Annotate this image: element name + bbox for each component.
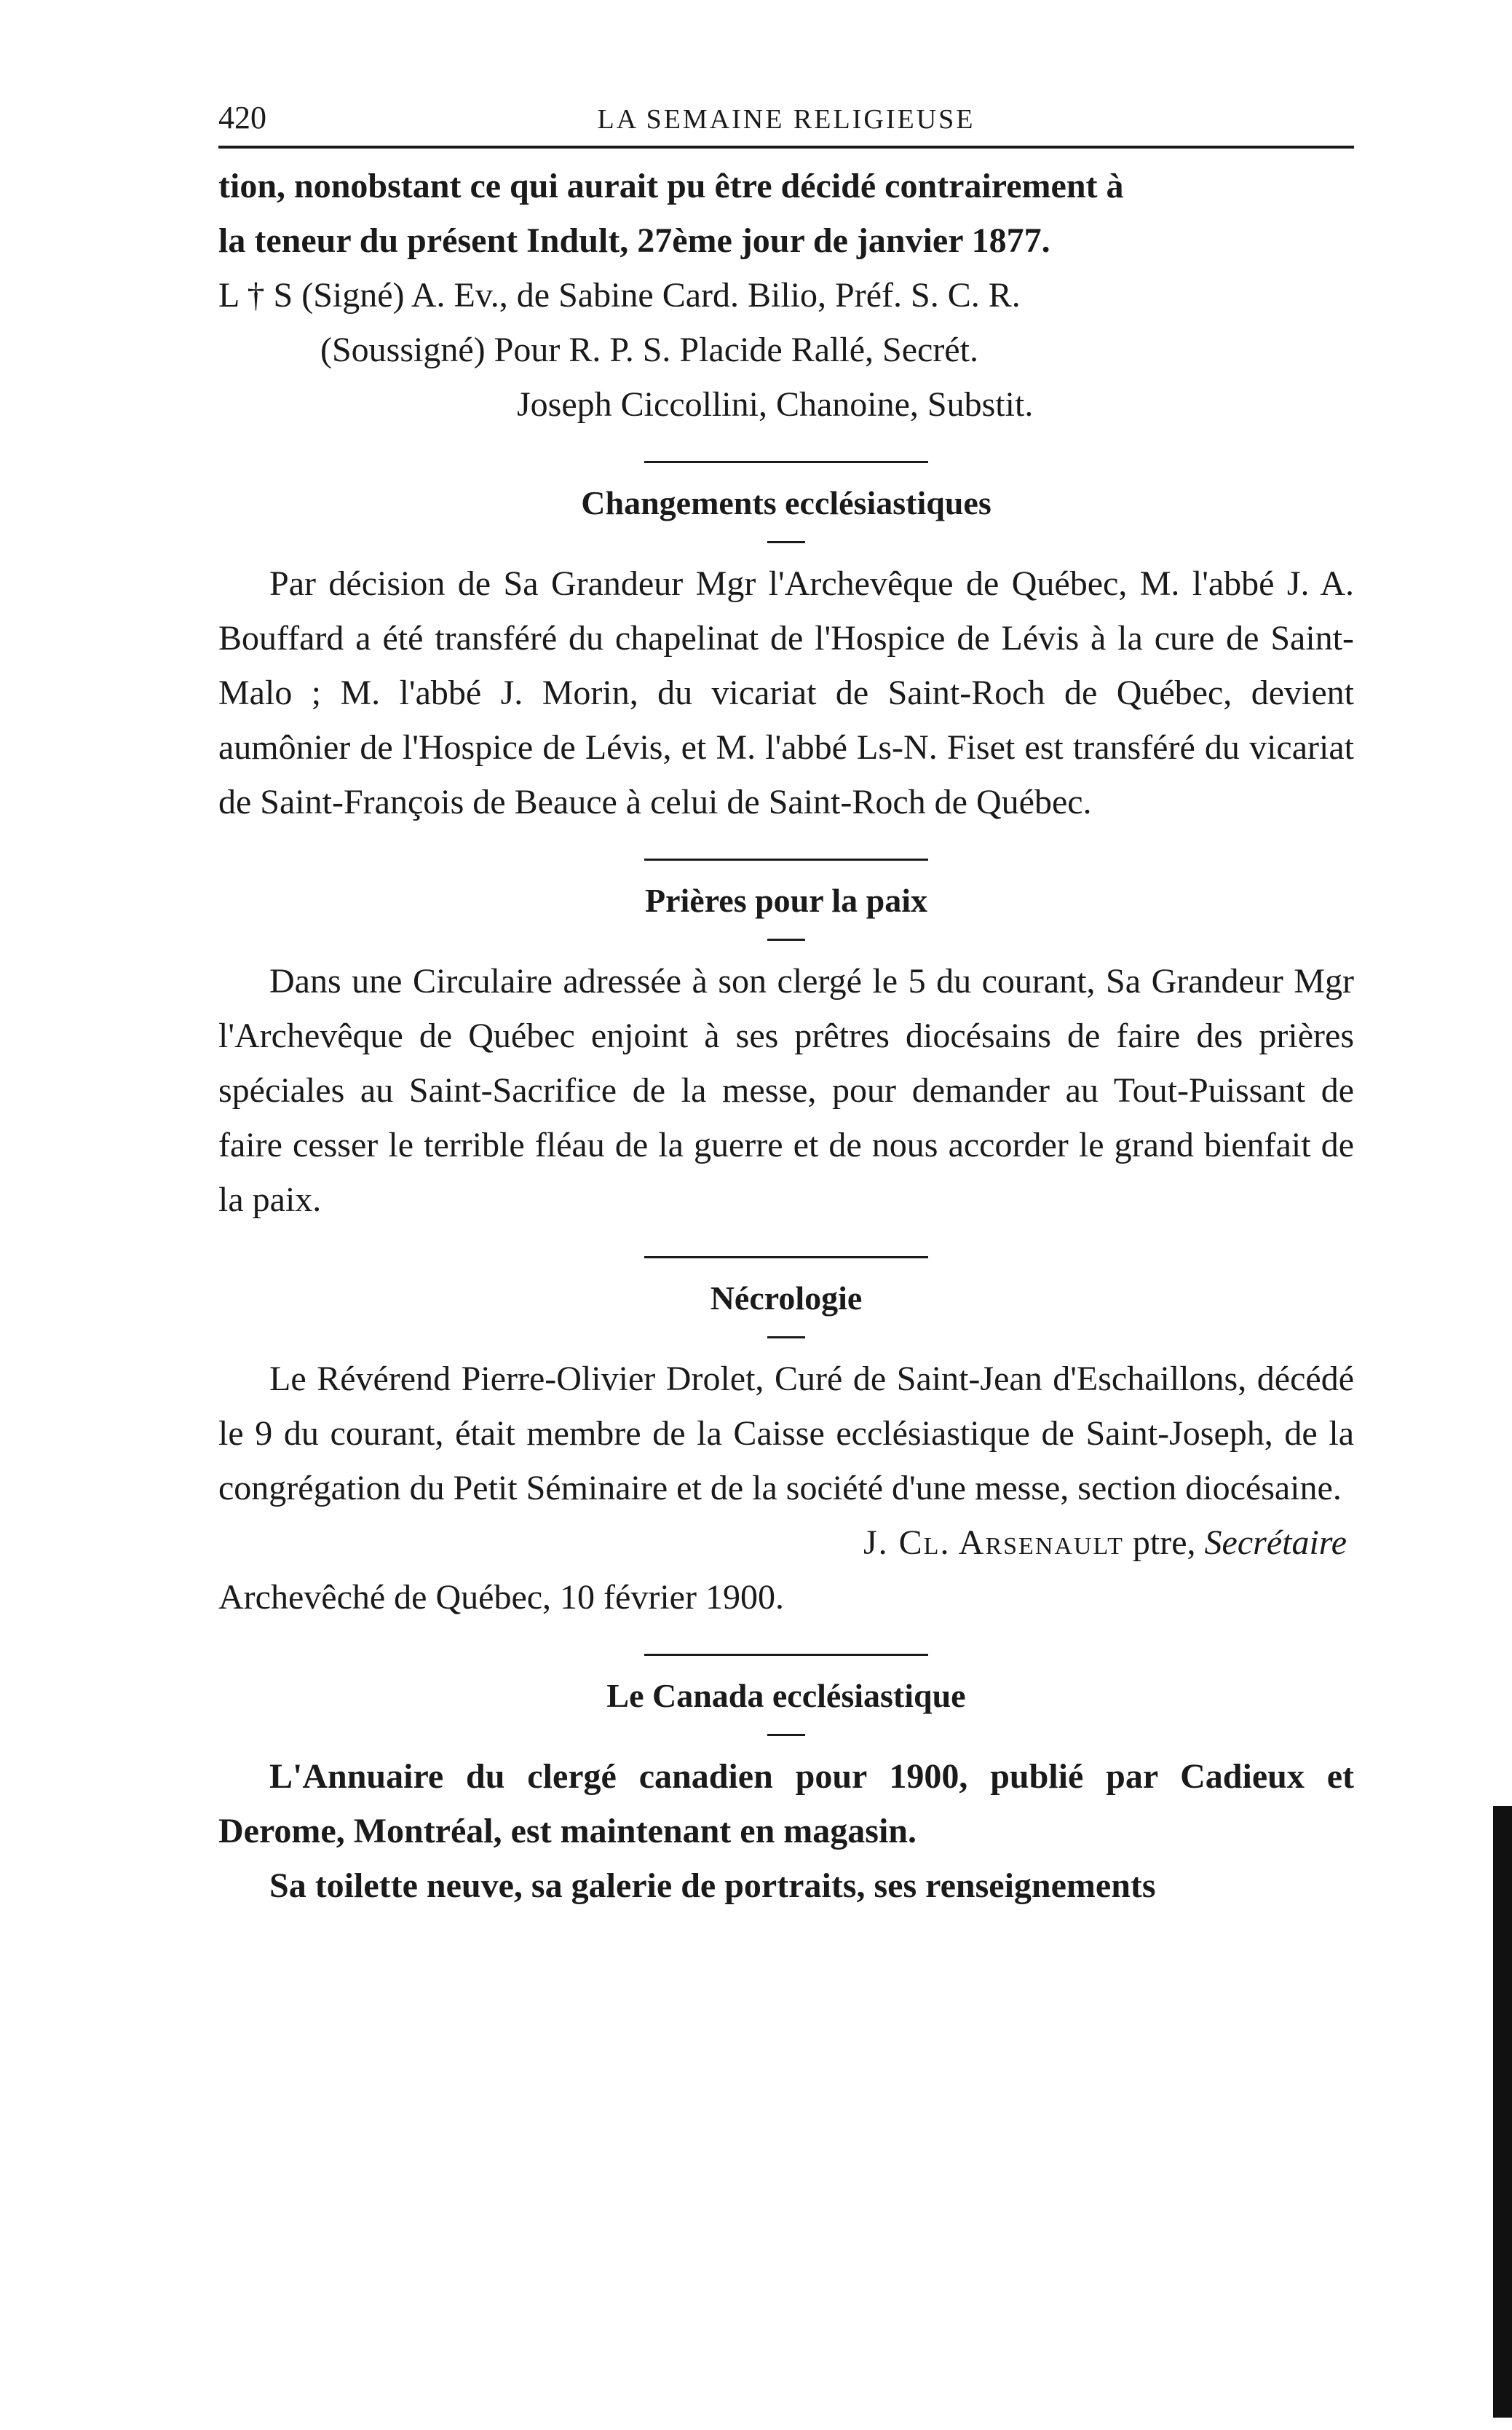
page xyxy=(218,87,1354,1913)
continued-line-2: la teneur du présent Indult, 27ème jour de janvier 1877. xyxy=(218,221,1050,260)
section-paragraph-1: L'Annuaire du clergé canadien pour 1900, publié par Cadieux et Derome, Montréal, est maintenant en magasin. xyxy=(218,1757,1354,1850)
section-rule xyxy=(644,859,928,861)
section-title: Nécrologie xyxy=(710,1279,863,1317)
continued-line-1: tion, nonobstant ce qui aurait pu être décidé contrairement à xyxy=(218,167,1124,205)
continued-text xyxy=(218,159,1354,432)
section-body: Dans une Circulaire adressée à son clergé le 5 du courant, Sa Grandeur Mgr l'Archevêque de Québec enjoint à ses prêtres diocésains de faire des prières spéciales au Saint-Sacrifice de la messe, pour demander au Tout-Puissant de faire cesser le terrible fléau de la guerre et de nous accorder le grand bienfait de la paix. xyxy=(218,962,1354,1219)
signature-name: J. Cl. Arsenault xyxy=(863,1523,1124,1562)
title-dash xyxy=(767,939,805,941)
section-paragraph-2: Sa toilette neuve, sa galerie de portraits, ses renseignements xyxy=(269,1866,1156,1905)
title-dash xyxy=(767,541,805,543)
section-body: Le Révérend Pierre-Olivier Drolet, Curé de Saint-Jean d'Eschaillons, décédé le 9 du courant, était membre de la Caisse ecclésiastique de Saint-Joseph, de la congrégation du Petit Séminaire et de la société d'une messe, section diocésaine. xyxy=(218,1360,1354,1507)
section-title: Prières pour la paix xyxy=(644,882,927,919)
title-dash xyxy=(767,1734,805,1736)
section-body: Par décision de Sa Grandeur Mgr l'Archevêque de Québec, M. l'abbé J. A. Bouffard a été transféré du chapelinat de l'Hospice de Lévis à la cure de Saint-Malo ; M. l'abbé J. Morin, du vicariat de Saint-Roch de Québec, devient aumônier de l'Hospice de Lévis, et M. l'abbé Ls-N. Fiset est transféré du vicariat de Saint-François de Beauce à celui de Saint-Roch de Québec. xyxy=(218,564,1354,821)
signature-line-1: L † S (Signé) A. Ev., de Sabine Card. Bilio, Préf. S. C. R. xyxy=(218,276,1021,315)
section-rule xyxy=(644,461,928,463)
page-number: 420 xyxy=(218,100,266,135)
section-title: Le Canada ecclésiastique xyxy=(606,1677,966,1714)
running-title: LA SEMAINE RELIGIEUSE xyxy=(597,104,975,135)
title-dash xyxy=(767,1336,805,1338)
section-necrologie xyxy=(218,1256,1354,1625)
signature-line-3: Joseph Ciccollini, Chanoine, Substit. xyxy=(517,385,1034,424)
section-canada xyxy=(218,1654,1354,1913)
section-rule xyxy=(644,1256,928,1258)
signature xyxy=(218,1515,1354,1570)
signature-title: ptre, xyxy=(1132,1523,1196,1562)
binding-edge xyxy=(1493,1806,1512,2418)
section-title: Changements ecclésiastiques xyxy=(581,484,991,521)
signature-role: Secrétaire xyxy=(1204,1523,1347,1562)
section-rule xyxy=(644,1654,928,1656)
signature-line-2: (Soussigné) Pour R. P. S. Placide Rallé, Secrét. xyxy=(320,331,978,369)
dateline: Archevêché de Québec, 10 février 1900. xyxy=(218,1578,784,1617)
running-header xyxy=(218,87,1354,149)
section-changements xyxy=(218,461,1354,829)
section-prieres xyxy=(218,859,1354,1227)
